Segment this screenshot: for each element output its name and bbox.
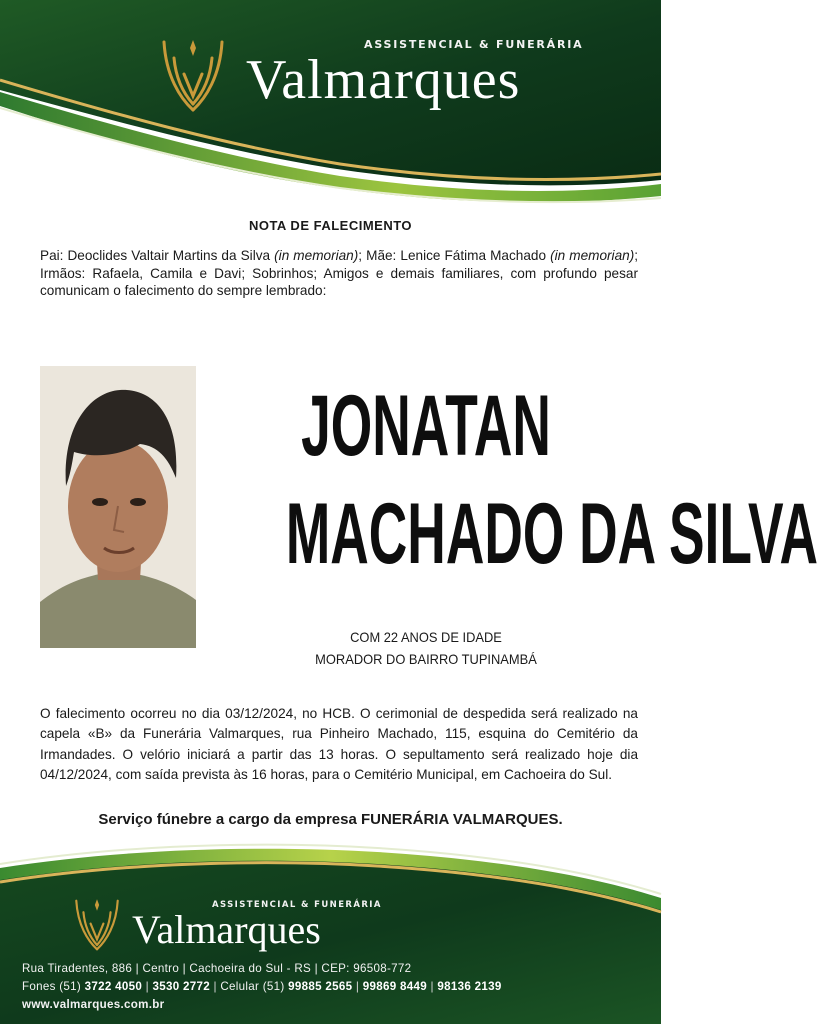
- cell-1[interactable]: 99885 2565: [288, 980, 353, 993]
- ceremony-details: O falecimento ocorreu no dia 03/12/2024, no HCB. O cerimonial de despedida será realizado na capela «B» da Funerária Valmarques, rua Pinheiro Machado, 115, esquina do Cemitério da Irmandades. O velório iniciará a partir das 13 horas. O sepultamento será realizado hoje dia 04/12/2024, com saída prevista às 16 horas, para o Cemitério Municipal, em Cachoeira do Sul.: [40, 706, 638, 783]
- intro-in-memorian-1: (in memorian): [274, 248, 359, 263]
- deceased-age: COM 22 ANOS DE IDADE: [350, 629, 502, 645]
- header-tagline: ASSISTENCIAL & FUNERÁRIA: [364, 38, 584, 51]
- footer-phones: Fones (51) 3722 4050 | 3530 2772 | Celular (51) 99885 2565 | 99869 8449 | 98136 2139: [22, 980, 502, 993]
- intro-part-2: ; Mãe: Lenice Fátima Machado: [358, 248, 551, 263]
- footer-address: Rua Tiradentes, 886 | Centro | Cachoeira do Sul - RS | CEP: 96508-772: [22, 962, 412, 975]
- intro-part-1: Pai: Deoclides Valtair Martins da Silva: [40, 248, 275, 263]
- cell-3[interactable]: 98136 2139: [437, 980, 502, 993]
- deceased-first-name: JONATAN: [301, 378, 551, 474]
- deceased-surname: MACHADO DA SILVA: [285, 486, 818, 582]
- deceased-residence: MORADOR DO BAIRRO TUPINAMBÁ: [315, 651, 537, 667]
- notice-title: NOTA DE FALECIMENTO: [248, 218, 413, 233]
- header-banner: [0, 0, 661, 210]
- intro-in-memorian-2: (in memorian): [550, 248, 635, 263]
- footer-banner: [0, 850, 661, 1024]
- deceased-photo: [40, 366, 196, 648]
- cell-2[interactable]: 99869 8449: [362, 980, 427, 993]
- phones-label: Fones (51): [22, 980, 85, 993]
- footer-laurel-v-logo-icon: [72, 896, 122, 954]
- footer-brand-name: Valmarques: [132, 907, 321, 952]
- phone-2[interactable]: 3530 2772: [152, 980, 210, 993]
- family-intro-paragraph: [40, 247, 638, 300]
- header-brand-name: Valmarques: [246, 49, 521, 111]
- deceased-info: [218, 626, 634, 670]
- laurel-v-logo-icon: [158, 36, 228, 116]
- footer-tagline: ASSISTENCIAL & FUNERÁRIA: [212, 900, 382, 910]
- cell-label: Celular (51): [220, 980, 289, 993]
- funeral-service-line: Serviço fúnebre a cargo da empresa FUNERÁRIA VALMARQUES.: [98, 811, 563, 828]
- intro-part-3: ; Irmãos: Rafaela, Camila e Davi; Sobrinhos; Amigos e demais familiares, com profundo pesar comunicam o falecimento do sempre lembrado:: [40, 248, 639, 299]
- deceased-name: [200, 372, 818, 588]
- footer-website[interactable]: www.valmarques.com.br: [22, 998, 165, 1011]
- phone-1[interactable]: 3722 4050: [84, 980, 143, 993]
